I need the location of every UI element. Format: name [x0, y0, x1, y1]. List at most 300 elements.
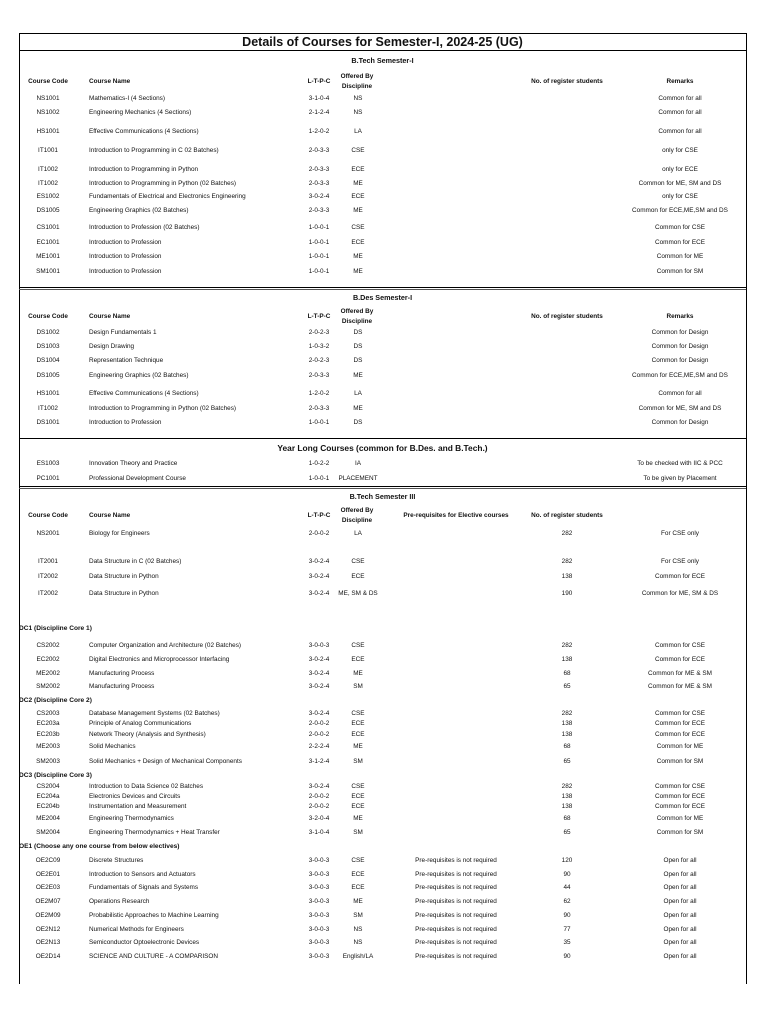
registered-count: 282	[561, 558, 573, 565]
registered-count: 65	[563, 758, 571, 765]
course-code: CS1001	[36, 224, 60, 231]
course-code: OE2M07	[35, 898, 61, 906]
course-name: Introduction to Programming in C 02 Batches)	[89, 147, 219, 154]
section-title-btech-sem1: B.Tech Semester-I	[351, 56, 414, 65]
course-name: Introduction to Programming in Python (02 Batches)	[89, 180, 237, 187]
section-title-year-long: Year Long Courses (common for B.Des. and B.Tech.)	[277, 443, 488, 453]
group-label: DC2 (Discipline Core 2)	[19, 697, 92, 704]
course-code: OE2N12	[35, 925, 61, 933]
course-code: SM2002	[36, 683, 60, 690]
registered-count: 65	[563, 683, 571, 690]
ltpc-value: 1-0-0-1	[308, 253, 330, 260]
course-code: DS1004	[36, 357, 60, 364]
remarks-text: only for CSE	[662, 147, 698, 154]
page-title: Details of Courses for Semester-I, 2024-25 (UG)	[242, 35, 523, 49]
offered-by: CSE	[351, 642, 365, 649]
offered-by: ECE	[351, 731, 365, 738]
ltpc-value: 2-0-0-2	[308, 793, 330, 800]
offered-by: NS	[353, 939, 363, 947]
course-name: Biology for Engineers	[89, 530, 150, 537]
course-code: DS1002	[36, 329, 60, 336]
course-code: PC1001	[36, 475, 60, 482]
course-code: EC204a	[36, 793, 60, 800]
course-name: Probabilistic Approaches to Machine Learning	[89, 911, 219, 919]
registered-count: 44	[563, 884, 571, 892]
course-name: Semiconductor Optoelectronic Devices	[89, 939, 200, 947]
registered-count: 138	[561, 803, 573, 810]
course-name: Manufacturing Process	[89, 670, 155, 677]
course-name: Effective Communications (4 Sections)	[89, 128, 199, 135]
header-course-name: Course Name	[89, 313, 131, 320]
course-name: Professional Development Course	[89, 475, 186, 482]
section-title-bdes-sem1: B.Des Semester-I	[352, 293, 413, 302]
header-offered-by: Offered By Discipline	[340, 308, 374, 325]
ltpc-value: 3-0-2-4	[308, 656, 330, 663]
course-code: ME1001	[36, 253, 60, 260]
course-name: Introduction to Profession (02 Batches)	[89, 224, 200, 231]
remarks-text: Common for ECE	[654, 793, 706, 800]
offered-by: ME	[353, 268, 363, 275]
offered-by: CSE	[351, 147, 365, 154]
course-name: Fundamentals of Signals and Systems	[89, 884, 199, 892]
ltpc-value: 3-1-2-4	[308, 758, 330, 765]
group-label: DC1 (Discipline Core 1)	[19, 625, 92, 632]
remarks-text: For CSE only	[660, 530, 699, 537]
remarks-text: Common for ECE	[654, 656, 706, 663]
course-name: Data Structure in Python	[89, 590, 159, 597]
header-course-code: Course Code	[28, 512, 68, 519]
ltpc-value: 3-0-2-4	[308, 710, 330, 717]
remarks-text: Open for all	[663, 911, 697, 919]
registered-count: 138	[561, 731, 573, 738]
course-name: Representation Technique	[89, 357, 164, 364]
offered-by: ECE	[351, 803, 365, 810]
course-name: Introduction to Programming in Python (02 Batches)	[89, 405, 237, 412]
course-name: Data Structure in C (02 Batches)	[89, 558, 182, 565]
remarks-text: only for ECE	[662, 166, 698, 173]
remarks-text: Common for Design	[651, 329, 709, 336]
course-name: Introduction to Profession	[89, 253, 162, 260]
table-divider	[19, 488, 746, 489]
ltpc-value: 2-0-3-3	[308, 180, 330, 187]
remarks-text: Open for all	[663, 952, 697, 960]
course-name: Engineering Graphics (02 Batches)	[89, 372, 189, 379]
ltpc-value: 3-1-0-4	[308, 95, 330, 102]
ltpc-value: 2-0-3-3	[308, 166, 330, 173]
course-code: OE2M09	[35, 911, 61, 919]
section-title-btech-sem3: B.Tech Semester III	[349, 492, 416, 501]
offered-by: NS	[353, 109, 363, 116]
course-name: Solid Mechanics	[89, 743, 136, 750]
ltpc-value: 3-0-0-3	[308, 857, 330, 864]
registered-count: 90	[563, 870, 571, 878]
course-code: DS1005	[36, 372, 60, 379]
remarks-text: To be checked with IIC & PCC	[637, 460, 723, 467]
offered-by: ECE	[351, 656, 365, 663]
offered-by: ME	[353, 180, 363, 187]
course-code: ME2002	[36, 670, 60, 677]
header-prerequisites: Pre-requisites for Elective courses	[403, 512, 509, 519]
offered-by: ECE	[351, 573, 365, 580]
ltpc-value: 2-0-0-2	[308, 731, 330, 738]
prerequisite: Pre-requisites is not required	[415, 952, 497, 960]
course-name: Introduction to Profession	[89, 419, 162, 426]
header-ltpc: L-T-P-C	[307, 313, 331, 320]
course-code: IT1002	[38, 166, 58, 173]
course-code: ME2004	[36, 815, 60, 822]
registered-count: 68	[563, 743, 571, 750]
ltpc-value: 1-0-2-2	[308, 460, 330, 467]
remarks-text: Common for ECE,ME,SM and DS	[632, 207, 728, 214]
offered-by: ECE	[351, 193, 365, 200]
course-name: Instrumentation and Measurement	[89, 803, 187, 810]
course-code: EC2002	[36, 656, 60, 663]
offered-by: ME	[353, 253, 363, 260]
offered-by: IA	[354, 460, 362, 467]
offered-by: SM	[353, 758, 363, 765]
registered-count: 35	[563, 939, 571, 947]
ltpc-value: 1-2-0-2	[308, 128, 330, 135]
table-divider	[19, 287, 746, 288]
header-registered-students: No. of register students	[531, 512, 603, 519]
offered-by: ECE	[351, 793, 365, 800]
ltpc-value: 3-0-2-4	[308, 558, 330, 565]
course-name: Engineering Graphics (02 Batches)	[89, 207, 189, 214]
offered-by: DS	[353, 343, 363, 350]
course-name: Introduction to Programming in Python	[89, 166, 199, 173]
header-ltpc: L-T-P-C	[307, 78, 331, 85]
header-remarks: Remarks	[666, 78, 694, 85]
remarks-text: Open for all	[663, 925, 697, 933]
prerequisite: Pre-requisites is not required	[415, 898, 497, 906]
table-divider	[19, 486, 746, 487]
course-name: Network Theory (Analysis and Synthesis)	[89, 731, 206, 738]
registered-count: 68	[563, 815, 571, 822]
table-border	[746, 33, 747, 984]
offered-by: ME	[353, 207, 363, 214]
course-name: Numerical Methods for Engineers	[89, 925, 184, 933]
remarks-text: Common for SM	[656, 758, 704, 765]
ltpc-value: 2-0-0-2	[308, 803, 330, 810]
table-divider	[19, 33, 746, 34]
remarks-text: Common for CSE	[654, 710, 706, 717]
offered-by: ECE	[351, 720, 365, 727]
course-code: OE2E01	[35, 870, 61, 878]
course-code: SM1001	[36, 268, 60, 275]
header-course-name: Course Name	[89, 78, 131, 85]
course-code: NS1001	[36, 95, 60, 102]
prerequisite: Pre-requisites is not required	[415, 911, 497, 919]
ltpc-value: 3-0-2-4	[308, 590, 330, 597]
course-name: Effective Communications (4 Sections)	[89, 390, 199, 397]
registered-count: 120	[561, 857, 573, 864]
remarks-text: Open for all	[663, 870, 697, 878]
course-code: DS1003	[36, 343, 60, 350]
registered-count: 90	[563, 911, 571, 919]
course-name: Fundamentals of Electrical and Electronics Engineering	[89, 193, 246, 200]
remarks-text: Common for ME & SM	[648, 670, 712, 677]
remarks-text: Common for ECE	[654, 720, 706, 727]
ltpc-value: 3-0-0-3	[308, 952, 330, 960]
course-name: Operations Research	[89, 898, 150, 906]
header-ltpc: L-T-P-C	[307, 512, 331, 519]
ltpc-value: 1-0-3-2	[308, 343, 330, 350]
ltpc-value: 3-0-0-3	[308, 870, 330, 878]
group-label: OE1 (Choose any one course from below electives)	[19, 843, 180, 850]
ltpc-value: 3-0-2-4	[308, 783, 330, 790]
registered-count: 138	[561, 656, 573, 663]
offered-by: CSE	[351, 224, 365, 231]
registered-count: 65	[563, 829, 571, 836]
header-registered-students: No. of register students	[531, 313, 603, 320]
remarks-text: only for CSE	[662, 193, 698, 200]
course-code: IT2002	[38, 573, 58, 580]
course-code: EC203a	[36, 720, 60, 727]
header-registered-students: No. of register students	[531, 78, 603, 85]
remarks-text: Common for ECE	[654, 239, 706, 246]
header-offered-by: Offered By Discipline	[340, 507, 374, 524]
prerequisite: Pre-requisites is not required	[415, 939, 497, 947]
course-code: SM2004	[36, 829, 60, 836]
course-code: NS1002	[36, 109, 60, 116]
course-code: OE2C09	[35, 857, 61, 864]
ltpc-value: 3-0-0-3	[308, 925, 330, 933]
prerequisite: Pre-requisites is not required	[415, 884, 497, 892]
ltpc-value: 2-1-2-4	[308, 109, 330, 116]
ltpc-value: 2-0-3-3	[308, 207, 330, 214]
course-code: ES1002	[36, 193, 60, 200]
course-name: Digital Electronics and Microprocessor Interfacing	[89, 656, 230, 663]
course-code: HS1001	[36, 128, 60, 135]
ltpc-value: 3-0-2-4	[308, 193, 330, 200]
course-code: SM2003	[36, 758, 60, 765]
ltpc-value: 1-0-0-1	[308, 224, 330, 231]
course-name: SCIENCE AND CULTURE - A COMPARISON	[89, 952, 219, 960]
remarks-text: Common for CSE	[654, 642, 706, 649]
remarks-text: Open for all	[663, 898, 697, 906]
ltpc-value: 2-2-2-4	[308, 743, 330, 750]
ltpc-value: 1-0-0-1	[308, 239, 330, 246]
offered-by: SM	[353, 829, 363, 836]
offered-by: NS	[353, 925, 363, 933]
header-offered-by: Offered By Discipline	[340, 73, 374, 90]
course-code: OE2E03	[35, 884, 61, 892]
registered-count: 138	[561, 720, 573, 727]
offered-by: LA	[354, 390, 362, 397]
course-name: Mathematics-I (4 Sections)	[89, 95, 166, 102]
remarks-text: Common for all	[658, 128, 702, 135]
offered-by: ME	[353, 815, 363, 822]
remarks-text: To be given by Placement	[643, 475, 717, 482]
ltpc-value: 2-0-2-3	[308, 329, 330, 336]
ltpc-value: 3-0-0-3	[308, 884, 330, 892]
ltpc-value: 2-0-0-2	[308, 530, 330, 537]
ltpc-value: 1-0-0-1	[308, 419, 330, 426]
offered-by: ME	[353, 670, 363, 677]
course-name: Computer Organization and Architecture (02 Batches)	[89, 642, 242, 649]
offered-by: ME	[353, 898, 363, 906]
ltpc-value: 3-0-0-3	[308, 939, 330, 947]
offered-by: ECE	[351, 884, 365, 892]
ltpc-value: 2-0-2-3	[308, 357, 330, 364]
course-code: IT1001	[38, 147, 58, 154]
offered-by: CSE	[351, 558, 365, 565]
offered-by: DS	[353, 419, 363, 426]
offered-by: CSE	[351, 710, 365, 717]
course-code: CS2003	[36, 710, 60, 717]
course-code: EC1001	[36, 239, 60, 246]
course-code: CS2004	[36, 783, 60, 790]
remarks-text: Common for all	[658, 109, 702, 116]
offered-by: ME	[353, 372, 363, 379]
offered-by: LA	[354, 128, 362, 135]
remarks-text: Common for ME, SM and DS	[638, 405, 722, 412]
course-name: Data Structure in Python	[89, 573, 159, 580]
ltpc-value: 2-0-3-3	[308, 147, 330, 154]
course-name: Design Drawing	[89, 343, 135, 350]
remarks-text: Common for Design	[651, 343, 709, 350]
registered-count: 282	[561, 530, 573, 537]
ltpc-value: 3-0-0-3	[308, 911, 330, 919]
offered-by: CSE	[351, 783, 365, 790]
course-code: NS2001	[36, 530, 60, 537]
ltpc-value: 3-2-0-4	[308, 815, 330, 822]
remarks-text: Common for ME & SM	[648, 683, 712, 690]
header-course-code: Course Code	[28, 78, 68, 85]
course-code: IT2002	[38, 590, 58, 597]
course-code: ME2003	[36, 743, 60, 750]
course-code: HS1001	[36, 390, 60, 397]
offered-by: ME, SM & DS	[338, 590, 378, 597]
offered-by: LA	[354, 530, 362, 537]
offered-by: NS	[353, 95, 363, 102]
prerequisite: Pre-requisites is not required	[415, 870, 497, 878]
remarks-text: Common for all	[658, 390, 702, 397]
course-name: Introduction to Sensors and Actuators	[89, 870, 196, 878]
remarks-text: Common for ME	[656, 253, 704, 260]
table-divider	[19, 438, 746, 439]
ltpc-value: 3-0-2-4	[308, 683, 330, 690]
offered-by: DS	[353, 329, 363, 336]
group-label: DC3 (Discipline Core 3)	[19, 772, 92, 779]
remarks-text: Common for ECE	[654, 803, 706, 810]
offered-by: ECE	[351, 166, 365, 173]
remarks-text: Common for ME	[656, 743, 704, 750]
registered-count: 77	[563, 925, 571, 933]
course-name: Engineering Thermodynamics + Heat Transfer	[89, 829, 220, 836]
offered-by: DS	[353, 357, 363, 364]
course-code: DS1001	[36, 419, 60, 426]
course-name: Principle of Analog Communications	[89, 720, 192, 727]
offered-by: SM	[353, 683, 363, 690]
offered-by: English/LA	[342, 952, 374, 960]
table-divider	[19, 50, 746, 51]
remarks-text: Common for CSE	[654, 783, 706, 790]
course-name: Engineering Mechanics (4 Sections)	[89, 109, 192, 116]
ltpc-value: 1-0-0-1	[308, 475, 330, 482]
registered-count: 90	[563, 952, 571, 960]
ltpc-value: 2-0-3-3	[308, 405, 330, 412]
registered-count: 62	[563, 898, 571, 906]
offered-by: CSE	[351, 857, 365, 864]
remarks-text: Common for ECE	[654, 573, 706, 580]
table-divider	[19, 289, 746, 290]
header-course-code: Course Code	[28, 313, 68, 320]
course-code: IT1002	[38, 405, 58, 412]
course-name: Introduction to Profession	[89, 268, 162, 275]
course-name: Electronics Devices and Circuits	[89, 793, 181, 800]
registered-count: 138	[561, 793, 573, 800]
course-code: IT1002	[38, 180, 58, 187]
prerequisite: Pre-requisites is not required	[415, 857, 497, 864]
remarks-text: Common for ECE	[654, 731, 706, 738]
course-name: Discrete Structures	[89, 857, 144, 864]
offered-by: PLACEMENT	[338, 475, 378, 482]
remarks-text: Open for all	[663, 939, 697, 947]
registered-count: 282	[561, 642, 573, 649]
ltpc-value: 3-0-2-4	[308, 670, 330, 677]
remarks-text: Common for ME	[656, 815, 704, 822]
course-name: Design Fundamentals 1	[89, 329, 157, 336]
offered-by: ME	[353, 405, 363, 412]
registered-count: 68	[563, 670, 571, 677]
remarks-text: Common for SM	[656, 829, 704, 836]
course-name: Introduction to Data Science 02 Batches	[89, 783, 204, 790]
offered-by: SM	[353, 911, 363, 919]
course-name: Engineering Thermodynamics	[89, 815, 174, 822]
remarks-text: Open for all	[663, 884, 697, 892]
course-code: DS1005	[36, 207, 60, 214]
table-border	[19, 33, 20, 984]
remarks-text: Common for all	[658, 95, 702, 102]
registered-count: 282	[561, 710, 573, 717]
ltpc-value: 3-0-2-4	[308, 573, 330, 580]
prerequisite: Pre-requisites is not required	[415, 925, 497, 933]
course-name: Solid Mechanics + Design of Mechanical Components	[89, 758, 242, 765]
course-code: EC204b	[36, 803, 60, 810]
ltpc-value: 1-0-0-1	[308, 268, 330, 275]
registered-count: 282	[561, 783, 573, 790]
remarks-text: Common for CSE	[654, 224, 706, 231]
course-code: IT2001	[38, 558, 58, 565]
course-name: Introduction to Profession	[89, 239, 162, 246]
header-course-name: Course Name	[89, 512, 131, 519]
offered-by: ECE	[351, 239, 365, 246]
registered-count: 190	[561, 590, 573, 597]
ltpc-value: 1-2-0-2	[308, 390, 330, 397]
course-code: EC203b	[36, 731, 60, 738]
ltpc-value: 3-0-0-3	[308, 898, 330, 906]
remarks-text: Common for ECE,ME,SM and DS	[632, 372, 728, 379]
offered-by: ME	[353, 743, 363, 750]
header-remarks: Remarks	[666, 313, 694, 320]
remarks-text: Common for ME, SM & DS	[641, 590, 719, 597]
course-code: ES1003	[36, 460, 60, 467]
ltpc-value: 3-1-0-4	[308, 829, 330, 836]
offered-by: ECE	[351, 870, 365, 878]
remarks-text: Common for Design	[651, 357, 709, 364]
ltpc-value: 3-0-0-3	[308, 642, 330, 649]
remarks-text: Common for ME, SM and DS	[638, 180, 722, 187]
ltpc-value: 2-0-0-2	[308, 720, 330, 727]
course-name: Innovation Theory and Practice	[89, 460, 178, 467]
remarks-text: Open for all	[663, 857, 697, 864]
remarks-text: For CSE only	[660, 558, 699, 565]
course-name: Database Management Systems (02 Batches)	[89, 710, 220, 717]
ltpc-value: 2-0-3-3	[308, 372, 330, 379]
course-name: Manufacturing Process	[89, 683, 155, 690]
course-code: OE2N13	[35, 939, 61, 947]
